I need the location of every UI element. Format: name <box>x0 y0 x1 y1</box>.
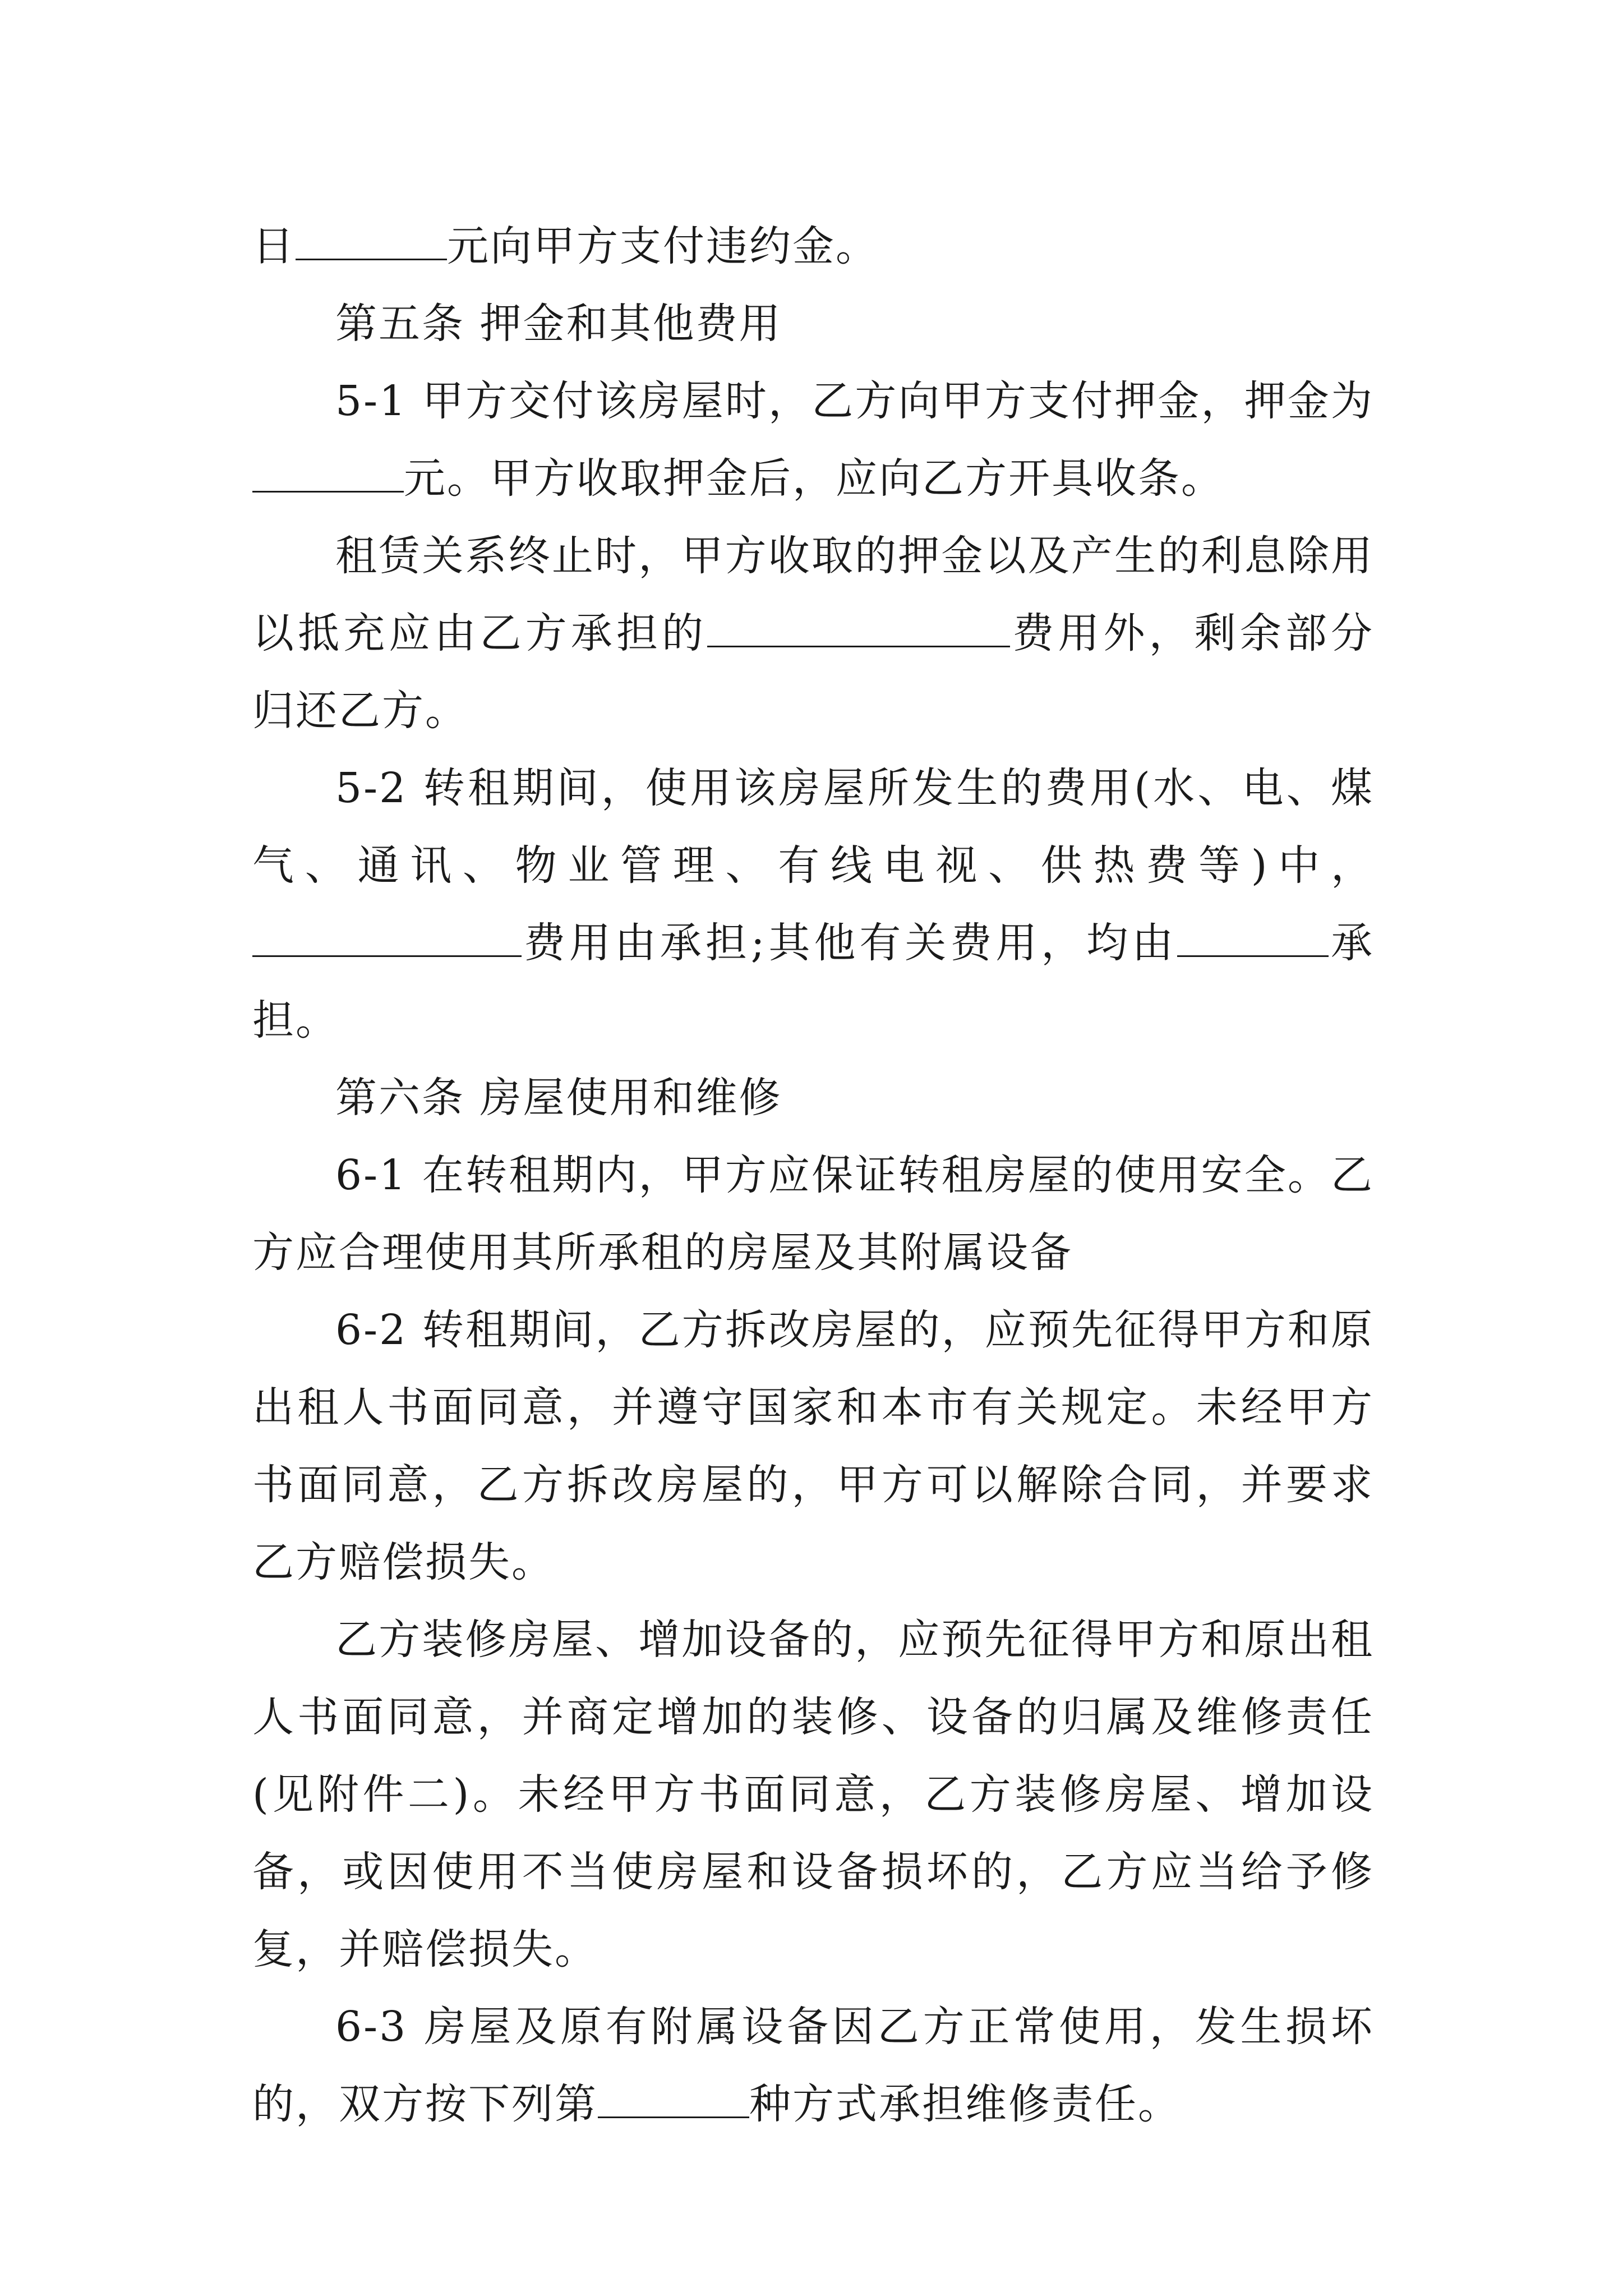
text: 费用由承担;其他有关费用，均由 <box>522 919 1178 967</box>
paragraph-6-1: 6-1 在转租期内，甲方应保证转租房屋的使用安全。乙方应合理使用其所承租的房屋及其附属设备 <box>252 1151 1374 1277</box>
blank-field[interactable] <box>252 458 404 493</box>
text: 费用外，剩余部分归还乙方。 <box>252 609 1375 735</box>
paragraph-5-1 <box>252 362 1374 517</box>
paragraph-penalty <box>252 208 1374 285</box>
section-heading-article-6: 第六条 房屋使用和维修 <box>335 1074 782 1122</box>
blank-field[interactable] <box>1177 923 1329 957</box>
text: 6-3 房屋及原有附属设备因乙方正常使用，发生损坏的，双方按下列第 <box>252 2003 1374 2128</box>
paragraph-5-2 <box>252 749 1374 1059</box>
paragraph-decoration: 乙方装修房屋、增加设备的，应预先征得甲方和原出租人书面同意，并商定增加的装修、设备的归属及维修责任(见附件二)。未经甲方书面同意，乙方装修房屋、增加设备，或因使用不当使房屋和设备损坏的，乙方应当给予修复，并赔偿损失。 <box>252 1616 1374 1973</box>
text: 元。甲方收取押金后，应向乙方开具收条。 <box>404 454 1224 503</box>
text: 种方式承担维修责任。 <box>749 2080 1181 2128</box>
section-heading-article-5: 第五条 押金和其他费用 <box>335 300 782 348</box>
blank-field[interactable] <box>296 226 447 260</box>
text: 5-1 甲方交付该房屋时，乙方向甲方支付押金，押金为 <box>335 377 1374 425</box>
text: 5-2 转租期间，使用该房屋所发生的费用(水、电、煤气、通讯、物业管理、有线电视、供热费等)中， <box>252 764 1374 890</box>
paragraph-6-2: 6-2 转租期间，乙方拆改房屋的，应预先征得甲方和原出租人书面同意，并遵守国家和本市有关规定。未经甲方书面同意，乙方拆改房屋的，甲方可以解除合同，并要求乙方赔偿损失。 <box>252 1306 1374 1586</box>
text: 租赁关系终止时，甲方收取的押金以及产生的利息除用以抵充应由乙方承担的 <box>252 532 1374 657</box>
text: 元向甲方支付违约金。 <box>447 222 879 270</box>
paragraph-6-3 <box>252 1988 1374 2143</box>
blank-field[interactable] <box>707 613 1010 647</box>
document-page <box>252 208 1374 2143</box>
blank-field[interactable] <box>252 923 522 957</box>
paragraph-deposit-return <box>252 517 1374 749</box>
text: 日 <box>252 222 296 270</box>
text: 承担。 <box>252 919 1375 1045</box>
blank-field[interactable] <box>598 2084 749 2118</box>
